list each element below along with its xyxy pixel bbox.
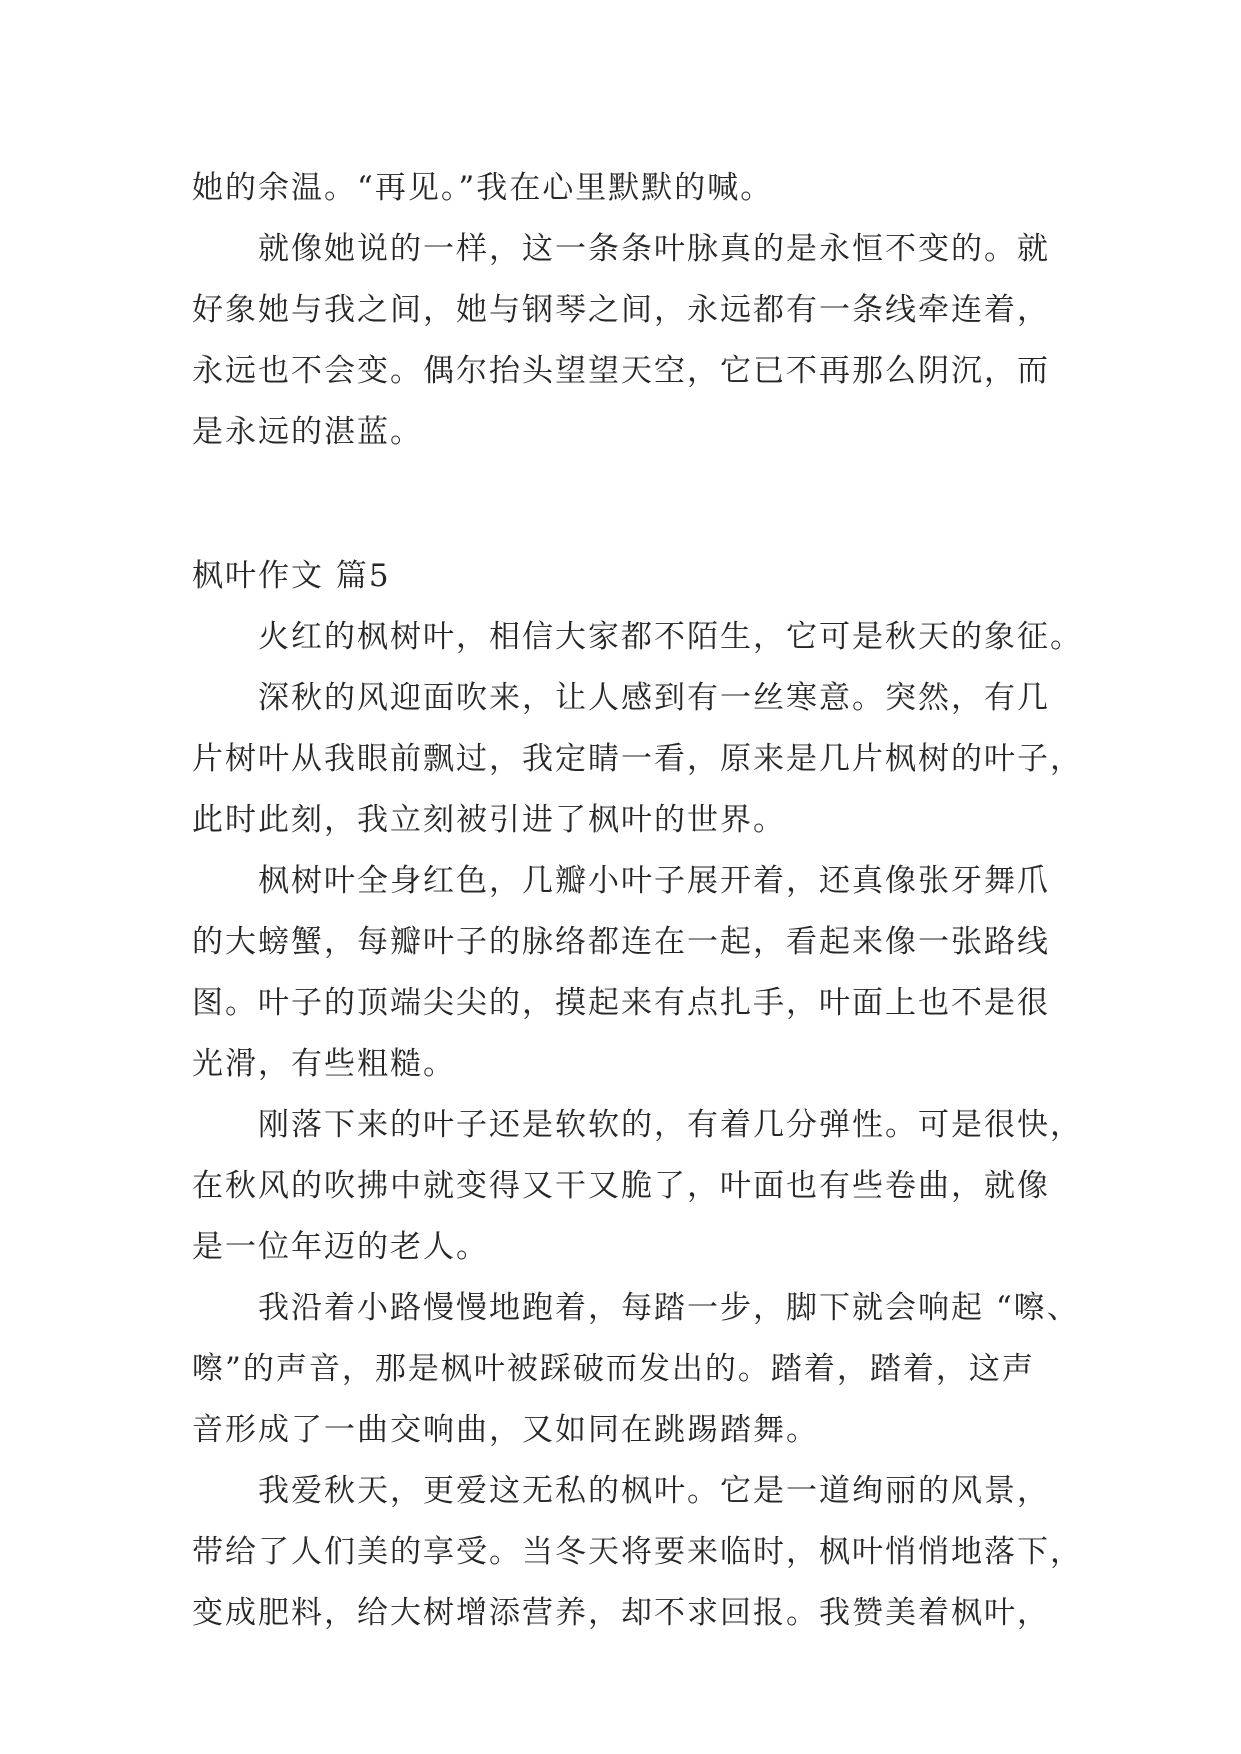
paragraph-line: 是永远的湛蓝。 — [192, 414, 423, 450]
paragraph-line: 我爱秋天，更爱这无私的枫叶。它是一道绚丽的风景， — [258, 1473, 1050, 1509]
paragraph-line: 变成肥料，给大树增添营养，却不求回报。我赞美着枫叶， — [192, 1595, 1050, 1631]
section-heading: 枫叶作文 篇5 — [192, 558, 391, 594]
section-spacer — [192, 463, 1072, 546]
paragraph-line: 带给了人们美的享受。当冬天将要来临时，枫叶悄悄地落下， — [192, 1534, 1083, 1570]
paragraph-line: 是一位年迈的老人。 — [192, 1229, 489, 1265]
paragraph-line: 刚落下来的叶子还是软软的，有着几分弹性。可是很快， — [258, 1107, 1083, 1143]
paragraph-line: 的大螃蟹，每瓣叶子的脉络都连在一起，看起来像一张路线 — [192, 924, 1050, 960]
paragraph-line: 枫树叶全身红色，几瓣小叶子展开着，还真像张牙舞爪 — [258, 863, 1050, 899]
paragraph-line: 音形成了一曲交响曲，又如同在跳踢踏舞。 — [192, 1412, 819, 1448]
paragraph-line: 就像她说的一样，这一条条叶脉真的是永恒不变的。就 — [258, 231, 1050, 267]
paragraph-line: 永远也不会变。偶尔抬头望望天空，它已不再那么阴沉，而 — [192, 353, 1050, 389]
paragraph-line: 光滑，有些粗糙。 — [192, 1046, 456, 1082]
paragraph-line: 我沿着小路慢慢地跑着，每踏一步，脚下就会响起 “嚓、 — [258, 1290, 1080, 1326]
paragraph-line: 图。叶子的顶端尖尖的，摸起来有点扎手，叶面上也不是很 — [192, 985, 1050, 1021]
paragraph-line: 片树叶从我眼前飘过，我定睛一看，原来是几片枫树的叶子， — [192, 741, 1083, 777]
paragraph-line: 好象她与我之间，她与钢琴之间，永远都有一条线牵连着， — [192, 292, 1050, 328]
paragraph-line: 嚓”的声音，那是枫叶被踩破而发出的。踏着，踏着，这声 — [192, 1351, 1035, 1387]
paragraph-line: 此时此刻，我立刻被引进了枫叶的世界。 — [192, 802, 786, 838]
paragraph-line: 火红的枫树叶，相信大家都不陌生，它可是秋天的象征。 — [258, 619, 1083, 655]
document-body — [192, 158, 1083, 1644]
paragraph-line: 深秋的风迎面吹来，让人感到有一丝寒意。突然，有几 — [258, 680, 1050, 716]
paragraph-line: 她的余温。“再见。”我在心里默默的喊。 — [192, 170, 774, 206]
paragraph-line: 在秋风的吹拂中就变得又干又脆了，叶面也有些卷曲，就像 — [192, 1168, 1050, 1204]
